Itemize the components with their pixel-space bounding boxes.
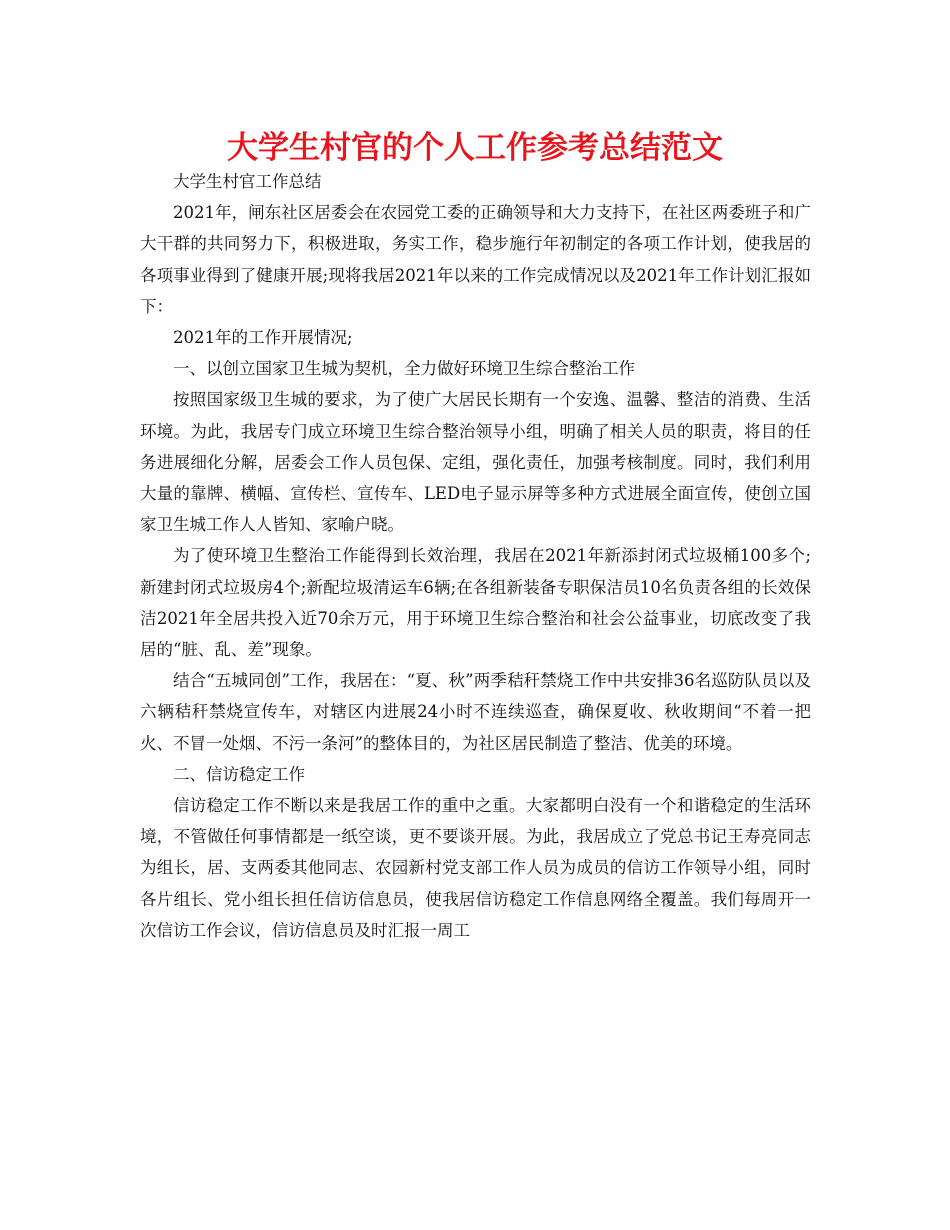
paragraph-intro: 2021年，闸东社区居委会在农园党工委的正确领导和大力支持下，在社区两委班子和广大干群的共同努力下，积极进取，务实工作，稳步施行年初制定的各项工作计划，使我居的各项事业得到了健康开展;现将我居2021年以来的工作完成情况以及2021年工作计划汇报如下：	[140, 203, 811, 316]
paragraph-garbage: 为了使环境卫生整治工作能得到长效治理，我居在2021年新添封闭式垃圾桶100多个;新建封闭式垃圾房4个;新配垃圾清运车6辆;在各组新装备专职保洁员10名负责各组的长效保洁2021年全居共投入近70余万元，用于环境卫生综合整治和社会公益事业，切底改变了我居的“脏、乱、差”现象。	[140, 546, 811, 660]
paragraph-burning-ban: 结合“五城同创”工作，我居在：“夏、秋”两季秸秆禁烧工作中共安排36名巡防队员以及六辆秸秆禁烧宣传车，对辖区内进展24小时不连续巡查，确保夏收、秋收期间“不着一把火、不冒一处烟、不污一条河”的整体目的，为社区居民制造了整洁、优美的环境。	[140, 671, 811, 753]
paragraph-subtitle: 大学生村官工作总结	[173, 172, 322, 191]
document-body	[140, 166, 811, 946]
document-title: 大学生村官的个人工作参考总结范文	[227, 130, 723, 166]
paragraph-petition: 信访稳定工作不断以来是我居工作的重中之重。大家都明白没有一个和谐稳定的生活环境，不管做任何事情都是一纸空谈，更不要谈开展。为此，我居成立了党总书记王寿亮同志为组长，居、支两委其他同志、农园新村党支部工作人员为成员的信访工作领导小组，同时各片组长、党小组长担任信访信息员，使我居信访稳定工作信息网络全覆盖。我们每周开一次信访工作会议，信访信息员及时汇报一周工	[140, 796, 811, 940]
heading-section-1: 一、以创立国家卫生城为契机，全力做好环境卫生综合整治工作	[173, 359, 635, 379]
paragraph-section-label: 2021年的工作开展情况;	[173, 328, 353, 348]
heading-section-2: 二、信访稳定工作	[173, 764, 305, 784]
paragraph-sanitation: 按照国家级卫生城的要求，为了使广大居民长期有一个安逸、温馨、整洁的消费、生活环境。为此，我居专门成立环境卫生综合整治领导小组，明确了相关人员的职责，将目的任务进展细化分解，居委会工作人员包保、定组，强化责任，加强考核制度。同时，我们利用大量的靠牌、横幅、宣传栏、宣传车、LED电子显示屏等多种方式进展全面宣传，使创立国家卫生城工作人人皆知、家喻户晓。	[140, 390, 811, 535]
